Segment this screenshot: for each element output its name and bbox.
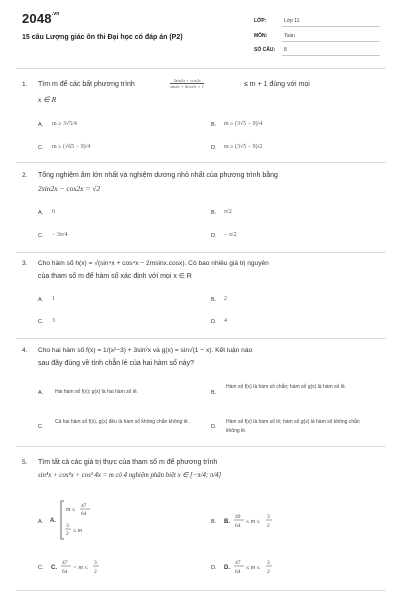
option-label[interactable]: B. [211,390,217,396]
question-divider [16,162,386,163]
question-divider [16,252,386,253]
section-divider [16,68,386,69]
option-label[interactable]: A. [38,210,44,216]
svg-text:47: 47 [235,560,241,566]
option-label[interactable]: C. [38,565,44,571]
question-number: 5. [22,459,28,466]
meta-value-class: Lớp 11 [284,18,300,24]
meta-label-subject: MÔN: [254,33,268,39]
option-d-value[interactable]: − π/2 [224,232,237,238]
svg-text:3: 3 [94,560,97,566]
option-c-text[interactable]: Cả hai hàm số f(x), g(x) đều là hàm số không chẵn không lẻ. [55,419,189,425]
svg-text:2: 2 [267,523,270,529]
option-a-value[interactable] [50,499,120,546]
option-label[interactable]: D. [211,424,217,430]
question-text-line2: sau đây đúng về tính chẵn lẻ của hai hàm số này? [38,360,195,367]
option-c-formula[interactable] [51,555,121,579]
option-b-text[interactable]: Hàm số f(x) là hàm số chẵn; hàm số g(x) là hàm số lẻ. [226,384,347,390]
option-a-value[interactable]: 0 [52,209,55,215]
option-label[interactable]: B. [211,297,217,303]
option-label[interactable]: D. [211,319,217,325]
question-text-tail: ≤ m + 1 đúng với mọi [244,81,310,88]
option-b-value[interactable]: m ≥ (3√5 − 9)/4 [224,121,263,127]
svg-text:2: 2 [94,569,97,575]
option-label[interactable]: B. [211,122,217,128]
site-logo[interactable]: $2048^{.vn}$ [22,11,60,26]
svg-text:47: 47 [62,560,68,566]
option-label[interactable]: C. [38,145,44,151]
svg-text:64: 64 [235,569,241,575]
option-d-value[interactable] [224,555,294,584]
question-text-line2: của tham số m để hàm số xác định với mọi x ∈ R [38,273,192,280]
question-divider [16,446,386,447]
meta-divider [282,55,380,56]
svg-text:3: 3 [66,523,69,529]
svg-text:≤ m: ≤ m [73,528,83,534]
option-label[interactable]: B. [211,519,217,525]
option-label[interactable]: A. [38,122,44,128]
option-label[interactable]: A. [38,519,44,525]
svg-text:< m ≤: < m ≤ [73,565,88,571]
option-a-formula[interactable] [50,499,120,541]
question-divider [16,338,386,339]
question-text: Tìm m để các bất phương trình [38,81,135,88]
svg-text:≤ m ≤: ≤ m ≤ [246,565,260,571]
svg-text:2: 2 [267,569,270,575]
question-text: Tìm tất cả các giá trị thực của tham số m để phương trình [38,459,218,466]
option-c-value[interactable]: − 3π/4 [52,232,68,238]
svg-text:B.: B. [224,519,230,525]
question-number: 2. [22,172,28,179]
option-b-value[interactable] [224,509,294,538]
svg-text:≤ m ≤: ≤ m ≤ [246,519,260,525]
option-d-formula[interactable] [224,555,294,579]
svg-text:m ≤: m ≤ [66,507,76,513]
question-formula-line: x ∈ R [38,95,57,104]
meta-divider [282,41,380,42]
option-label[interactable]: D. [211,233,217,239]
option-a-text[interactable]: Hai hàm số f(x); g(x) là hai hàm số lẻ. [55,389,139,395]
option-label[interactable]: B. [211,210,217,216]
page-title: 15 câu Lượng giác ôn thi Đại học có đáp án (P2) [22,34,183,41]
svg-text:47: 47 [81,503,87,509]
option-d-value[interactable]: m ≥ (3√5 − 9)/2 [224,144,263,150]
option-c-value[interactable] [51,555,121,584]
svg-text:49: 49 [235,514,241,520]
svg-text:64: 64 [235,523,241,529]
question-formula-line: 2sin2x − cos2x = √2 [38,184,101,193]
option-b-value[interactable]: π/2 [224,209,232,215]
question-text: Tổng nghiệm âm lớn nhất và nghiệm dương nhỏ nhất của phương trình bằng [38,172,278,179]
svg-text:D.: D. [224,565,230,571]
meta-divider [282,26,380,27]
meta-value-count: 8 [284,47,287,53]
option-label[interactable]: A. [38,297,44,303]
question-formula-line: sin⁴x + cos⁴x + cos² 4x = m có 4 nghiệm phân biệt x ∈ [−π/4; π/4] [38,472,222,479]
svg-text:64: 64 [62,569,68,575]
option-d-value[interactable]: 4 [224,318,227,324]
option-d-text[interactable]: Hàm số f(x) là hàm số lẻ; hàm số g(x) là hàm số không chẵn không lẻ. [226,419,360,434]
option-label[interactable]: C. [38,233,44,239]
question-text: Cho hai hàm số f(x) = 1/(x²−3) + 3sin²x và g(x) = sin√(1 − x). Kết luận nào [38,347,253,354]
question-formula: $\frac{3\sin 2x + \cos 2x}{\text{sin2x + 4cos²x + 1}}$ [170,78,204,89]
meta-value-subject: Toán [284,33,295,39]
option-c-value[interactable]: 3 [52,318,55,324]
question-number: 1. [22,81,28,88]
question-divider [16,590,386,591]
svg-text:64: 64 [81,511,87,517]
question-number: 4. [22,347,28,354]
svg-text:2: 2 [66,531,69,537]
option-a-value[interactable]: 1 [52,296,55,302]
option-a-value[interactable]: m ≥ 3√5/4 [52,121,77,127]
option-b-formula[interactable] [224,509,294,533]
option-label[interactable]: D. [211,145,217,151]
option-label[interactable]: A. [38,390,44,396]
svg-text:A.: A. [50,518,56,524]
svg-text:3: 3 [267,514,270,520]
option-b-value[interactable]: 2 [224,296,227,302]
question-text: Cho hàm số h(x) = √(sin⁴x + cos⁴x − 2msinx.cosx). Có bao nhiêu giá trị nguyên [38,260,269,267]
meta-label-class: LỚP: [254,18,267,24]
svg-text:C.: C. [51,565,57,571]
svg-text:3: 3 [267,560,270,566]
option-label[interactable]: D. [211,565,217,571]
meta-label-count: SỐ CÂU: [254,47,276,53]
option-label[interactable]: C. [38,424,44,430]
option-c-value[interactable]: m ≥ (√65 − 9)/4 [52,144,91,150]
question-number: 3. [22,260,28,267]
option-label[interactable]: C. [38,319,44,325]
